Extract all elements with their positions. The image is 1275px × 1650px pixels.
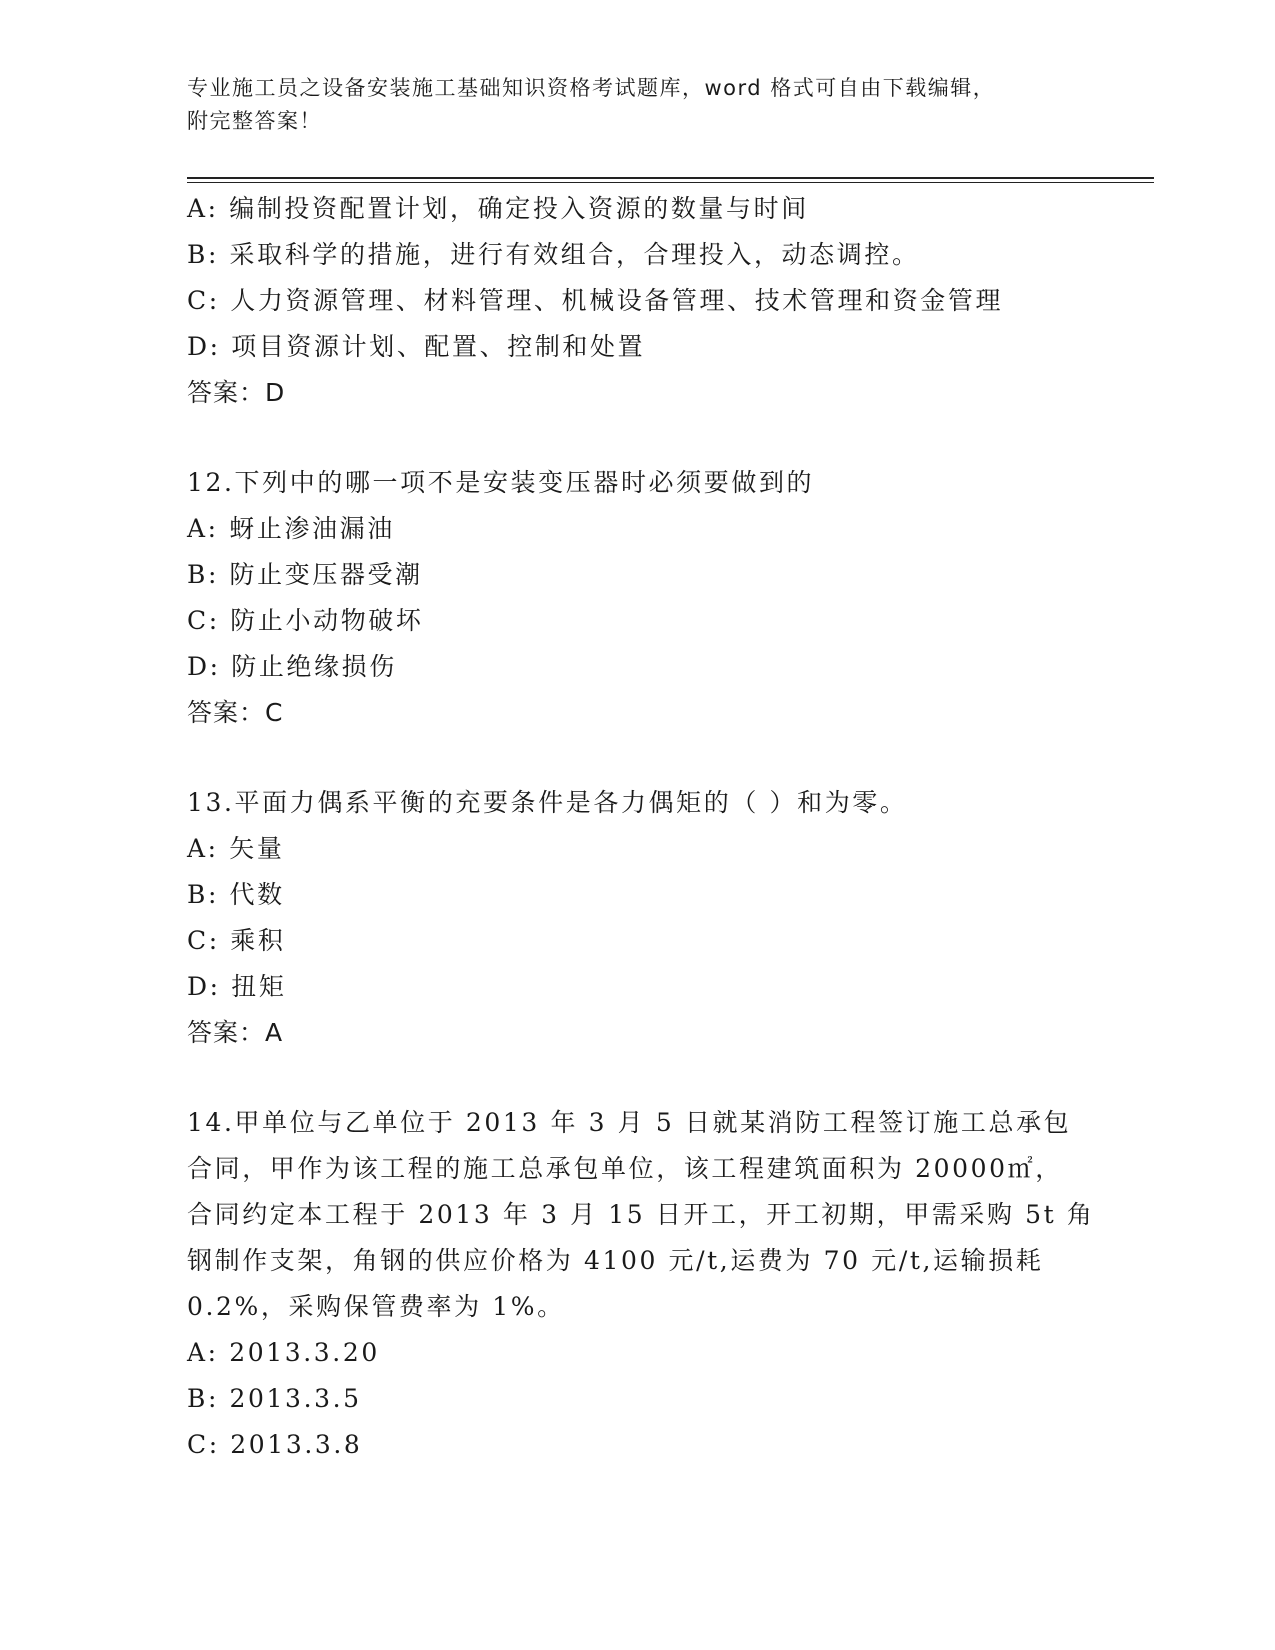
question-stem: 13.平面力偶系平衡的充要条件是各力偶矩的（ ）和为零。 <box>187 788 908 817</box>
option-b: B: 采取科学的措施，进行有效组合，合理投入，动态调控。 <box>187 240 920 269</box>
answer: 答案：D <box>187 378 286 407</box>
question-stem-line-4: 钢制作支架，角钢的供应价格为 4100 元/t,运费为 70 元/t,运输损耗 <box>187 1246 1044 1275</box>
header-divider-thin <box>187 182 1154 183</box>
option-b: B: 2013.3.5 <box>187 1384 362 1413</box>
question-stem-line-3: 合同约定本工程于 2013 年 3 月 15 日开工，开工初期，甲需采购 5t 角 <box>187 1200 1095 1229</box>
option-a: A: 矢量 <box>187 834 285 863</box>
question-stem-line-2: 合同，甲作为该工程的施工总承包单位，该工程建筑面积为 20000㎡， <box>187 1154 1063 1183</box>
question-stem-line-1: 14.甲单位与乙单位于 2013 年 3 月 5 日就某消防工程签订施工总承包 <box>187 1108 1072 1137</box>
option-a: A: 编制投资配置计划，确定投入资源的数量与时间 <box>187 194 809 223</box>
option-d: D: 扭矩 <box>187 972 287 1001</box>
option-d: D: 防止绝缘损伤 <box>187 652 397 681</box>
spacer <box>187 736 1087 780</box>
question-list <box>187 186 1095 1468</box>
option-a: A: 蚜止渗油漏油 <box>187 514 395 543</box>
document-header <box>187 72 1087 138</box>
option-b: B: 防止变压器受潮 <box>187 560 423 589</box>
question-12 <box>187 460 1087 736</box>
question-11 <box>187 186 1087 416</box>
option-c: C: 防止小动物破坏 <box>187 606 424 635</box>
header-divider-thick <box>187 177 1154 179</box>
spacer <box>187 416 1087 460</box>
header-line-2: 附完整答案！ <box>187 109 322 133</box>
option-a: A: 2013.3.20 <box>187 1338 380 1367</box>
question-14 <box>187 1100 1095 1468</box>
spacer <box>187 1056 1087 1100</box>
option-b: B: 代数 <box>187 880 285 909</box>
option-d: D: 项目资源计划、配置、控制和处置 <box>187 332 646 361</box>
question-13 <box>187 780 1087 1056</box>
answer: 答案：A <box>187 1018 284 1047</box>
option-c: C: 人力资源管理、材料管理、机械设备管理、技术管理和资金管理 <box>187 286 1004 315</box>
header-line-1: 专业施工员之设备安装施工基础知识资格考试题库，word 格式可自由下载编辑， <box>187 76 996 100</box>
answer: 答案：C <box>187 698 284 727</box>
question-stem: 12.下列中的哪一项不是安装变压器时必须要做到的 <box>187 468 815 497</box>
option-c: C: 2013.3.8 <box>187 1430 363 1459</box>
option-c: C: 乘积 <box>187 926 286 955</box>
question-stem-line-5: 0.2%，采购保管费率为 1%。 <box>187 1292 565 1321</box>
